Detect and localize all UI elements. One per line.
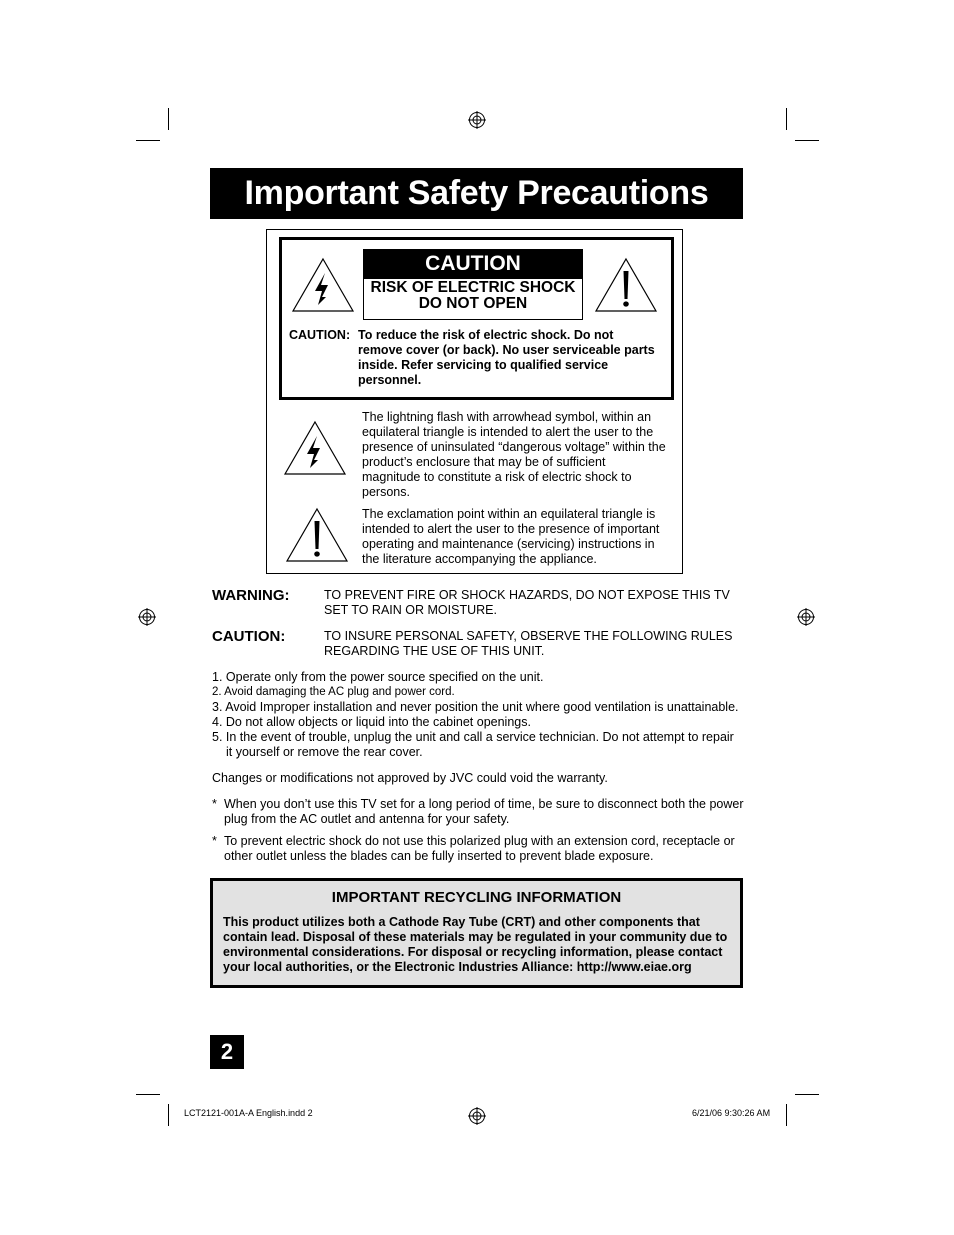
footer-timestamp: 6/21/06 9:30:26 AM — [692, 1108, 771, 1118]
crop-mark — [786, 108, 787, 130]
caution-heading: CAUTION — [363, 249, 583, 279]
list-item: 3. Avoid Improper installation and never position the unit where good ventilation is unattainable. — [212, 700, 739, 714]
note-bullet: * — [212, 797, 217, 811]
caution-label: CAUTION: — [212, 628, 286, 645]
note-item — [212, 797, 747, 827]
footer-filename: LCT2121-001A-A English.indd 2 — [184, 1108, 313, 1118]
crop-mark — [168, 108, 169, 130]
exclamation-triangle-icon — [594, 257, 658, 313]
list-item: 1. Operate only from the power source specified on the unit. — [212, 670, 544, 684]
recycling-text: This product utilizes both a Cathode Ray Tube (CRT) and other components that contain lead. Disposal of these materials may be regulated in your community due to environmental considerations. For disposal or recycling information, please contact your local authorities, or the Electronic Industries Alliance: http://www.eiae.org — [223, 915, 728, 974]
note-item — [212, 834, 747, 864]
lightning-triangle-icon — [283, 420, 347, 476]
lightning-triangle-icon — [291, 257, 355, 313]
crop-mark — [795, 140, 819, 141]
registration-mark-icon — [468, 111, 486, 129]
page-number: 2 — [210, 1035, 244, 1069]
exclamation-triangle-icon — [285, 507, 349, 563]
list-item: 5. In the event of trouble, unplug the unit and call a service technician. Do not attempt to repair — [212, 730, 734, 744]
rules-list — [212, 670, 752, 760]
recycling-info-box — [210, 878, 743, 988]
crop-mark — [786, 1104, 787, 1126]
list-item: 4. Do not allow objects or liquid into the cabinet openings. — [212, 715, 531, 729]
list-item: 2. Avoid damaging the AC plug and power cord. — [212, 686, 455, 698]
caution-sub-line2: DO NOT OPEN — [418, 295, 528, 312]
recycling-title: IMPORTANT RECYCLING INFORMATION — [331, 889, 622, 906]
note-text: When you don’t use this TV set for a long period of time, be sure to disconnect both the power plug from the AC outlet and antenna for your safety. — [224, 797, 744, 826]
exclamation-symbol-description: The exclamation point within an equilateral triangle is intended to alert the user to the presence of important operating and maintenance (servicing) instructions in the literature accompanying the appliance. — [362, 507, 660, 566]
caution-subheading — [363, 279, 583, 320]
caution-box-label: CAUTION: — [289, 328, 351, 342]
list-item-continuation: it yourself or remove the rear cover. — [226, 745, 423, 759]
caution-box-text: To reduce the risk of electric shock. Do not remove cover (or back). No user serviceable parts inside. Refer servicing to qualified service personnel. — [358, 328, 655, 387]
caution-sub-line1: RISK OF ELECTRIC SHOCK — [370, 279, 576, 296]
registration-mark-icon — [468, 1107, 486, 1125]
crop-mark — [168, 1104, 169, 1126]
modifications-note: Changes or modifications not approved by JVC could void the warranty. — [212, 771, 608, 785]
registration-mark-icon — [797, 608, 815, 626]
warning-label: WARNING: — [212, 587, 290, 604]
registration-mark-icon — [138, 608, 156, 626]
caution-text: TO INSURE PERSONAL SAFETY, OBSERVE THE FOLLOWING RULES REGARDING THE USE OF THIS UNIT. — [324, 629, 733, 658]
note-bullet: * — [212, 834, 217, 848]
note-text: To prevent electric shock do not use this polarized plug with an extension cord, receptacle or other outlet unless the blades can be fully inserted to prevent blade exposure. — [224, 834, 735, 863]
crop-mark — [795, 1094, 819, 1095]
crop-mark — [136, 140, 160, 141]
crop-mark — [136, 1094, 160, 1095]
warning-text: TO PREVENT FIRE OR SHOCK HAZARDS, DO NOT EXPOSE THIS TV SET TO RAIN OR MOISTURE. — [324, 588, 730, 617]
lightning-symbol-description: The lightning flash with arrowhead symbol, within an equilateral triangle is intended to alert the user to the presence of uninsulated “dangerous voltage” within the product’s enclosure that may be of sufficient magnitude to constitute a risk of electric shock to persons. — [362, 410, 666, 499]
page-title: Important Safety Precautions — [210, 168, 743, 219]
